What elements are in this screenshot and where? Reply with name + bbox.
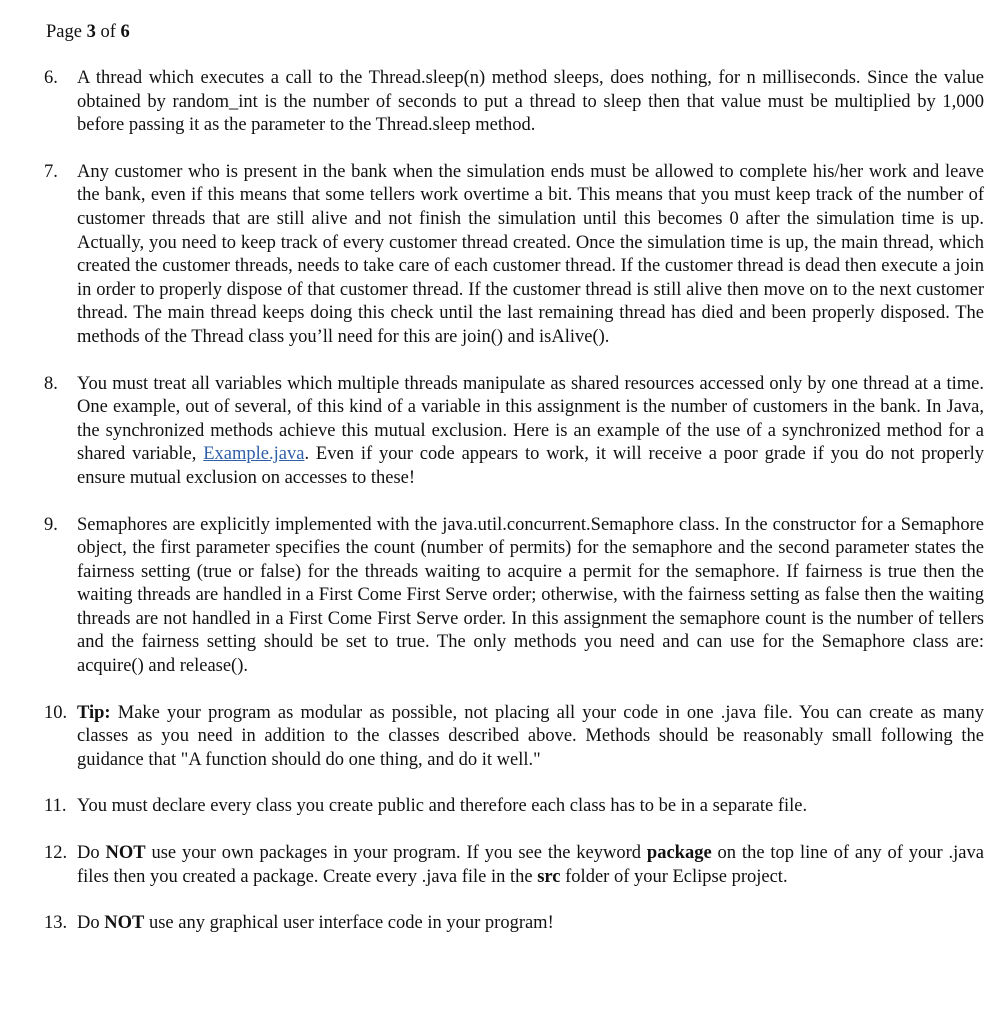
item-number: 13. [44, 913, 68, 934]
item-text [77, 702, 984, 773]
list-item-11 [44, 795, 984, 819]
list-item-6 [44, 67, 984, 138]
item-number: 11. [44, 796, 67, 817]
item-text-part: use any graphical user interface code in your program! [144, 913, 554, 934]
item-text [77, 912, 984, 936]
page-number-header [46, 20, 130, 44]
item-text: You must declare every class you create public and therefore each class has to be in a separate file. [77, 796, 808, 817]
list-item-13 [44, 912, 984, 936]
emphasis-package: package [646, 843, 712, 864]
item-text-part: Do [77, 913, 105, 934]
tip-label: Tip: [77, 702, 111, 723]
example-java-link[interactable]: Example.java [203, 444, 305, 465]
page-of-text: of [95, 22, 121, 42]
list-item-8 [44, 373, 984, 491]
item-text-part: use your own packages in your program. If you see the keyword [145, 843, 647, 864]
emphasis-not: NOT [105, 843, 146, 864]
item-number: 10. [44, 702, 68, 723]
requirements-list [44, 67, 984, 959]
item-number: 12. [44, 843, 68, 864]
item-number: 8. [44, 373, 58, 394]
item-text [77, 373, 984, 491]
item-text: Semaphores are explicitly implemented with the java.util.concurrent.Semaphore class. In the constructor for a Semaphore object, the first parameter specifies the count (number of permits) for the semaphore and the second parameter states the fairness setting (true or false) for the threads waiting to acquire a permit for the semaphore. If fairness is true then the waiting threads are handled in a First Come First Serve order; otherwise, with the fairness setting as false then the waiting threads are not handled in a First Come First Serve order. In this assignment the semaphore count is the number of tellers and the fairness setting should be set to true. The only methods you need and can use for the Semaphore class are: acquire() and release(). [77, 514, 984, 677]
emphasis-not: NOT [104, 913, 145, 934]
item-text-part: folder of your Eclipse project. [560, 866, 788, 887]
current-page-number: 3 [86, 22, 96, 42]
list-item-9 [44, 514, 984, 679]
item-text-part: Do [77, 843, 106, 864]
emphasis-src: src [537, 866, 561, 887]
item-number: 6. [44, 68, 58, 88]
page-prefix: Page [46, 22, 87, 42]
item-text-after-link: . Even if your code appears to work, it will receive a poor grade if you do not properly ensure mutual exclusion on accesses to these! [77, 444, 984, 488]
item-text [77, 842, 984, 889]
item-text-before-link: You must treat all variables which multiple threads manipulate as shared resources accessed only by one thread at a time. One example, out of several, of this kind of a variable in this assignment is the number of customers in the bank. In Java, the synchronized methods achieve this mutual exclusion. Here is an example of the use of a synchronized method for a shared variable, [77, 373, 984, 465]
item-number: 9. [44, 514, 58, 535]
list-item-7 [44, 161, 984, 350]
list-item-12 [44, 842, 984, 889]
item-number: 7. [44, 161, 58, 182]
item-text-part: on the top line of any of your .java files then you created a package. Create every .java file in the [77, 843, 984, 887]
tip-text: Make your program as modular as possible, not placing all your code in one .java file. You can create as many classes as you need in addition to the classes described above. Methods should be reasonably small following the guidance that "A function should do one thing, and do it well." [77, 702, 984, 770]
total-page-count: 6 [120, 22, 130, 42]
item-text: Any customer who is present in the bank when the simulation ends must be allowed to complete his/her work and leave the bank, even if this means that some tellers work overtime a bit. This means that you must keep track of the number of customer threads that are still alive and not finish the simulation until this becomes 0 after the simulation time is up. Actually, you need to keep track of every customer thread created. Once the simulation time is up, the main thread, which created the customer threads, needs to take care of each customer thread. If the customer thread is dead then execute a join in order to properly dispose of that customer thread. If the customer thread is still alive then move on to the next customer thread. The main thread keeps doing this check until the last remaining thread has died and been properly disposed. The methods of the Thread class you’ll need for this are join() and isAlive(). [77, 161, 984, 347]
list-item-10 [44, 702, 984, 773]
item-text: A thread which executes a call to the Thread.sleep(n) method sleeps, does nothing, for n milliseconds. Since the value obtained by random_int is the number of seconds to put a thread to sleep then that value must be multiplied by 1,000 before passing it as the parameter to the Thread.sleep method. [77, 68, 984, 136]
